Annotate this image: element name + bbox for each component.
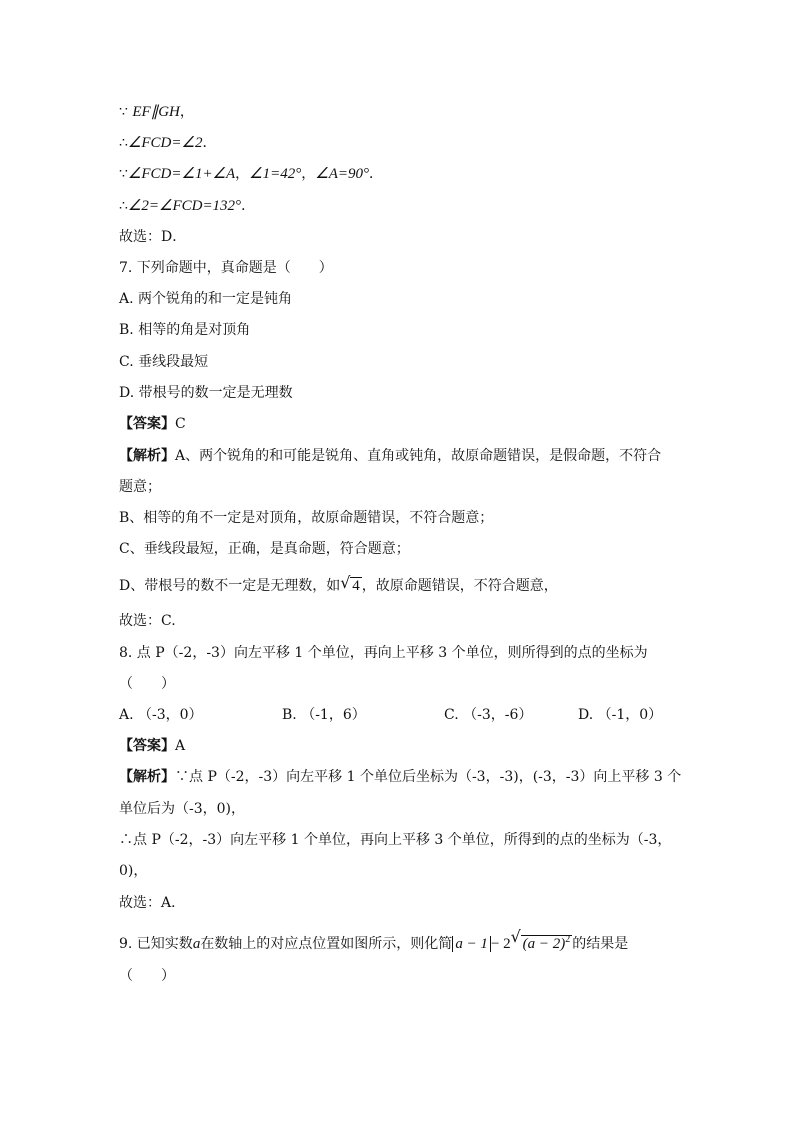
proof-line-3 xyxy=(119,164,383,184)
analysis-text: ，故原命题错误，不符合题意， xyxy=(361,578,558,594)
since-symbol: ∵ xyxy=(119,104,128,120)
q9-stem-line-2: （ ） xyxy=(119,968,175,984)
q8-option-c: C. （-3，-6） xyxy=(444,707,533,723)
punct: ， xyxy=(301,166,316,182)
radical-symbol: √ xyxy=(340,573,351,592)
angle-equality: ∠FCD=∠2 xyxy=(127,135,203,151)
q7-option-a: A. 两个锐角的和一定是钝角 xyxy=(119,291,293,307)
sqrt-expression xyxy=(510,927,573,954)
q9-text: 9. 已知实数 xyxy=(119,936,193,952)
analysis-text: A、两个锐角的和可能是锐角、直角或钝角，故原命题错误，是假命题，不符合 xyxy=(175,448,662,464)
q8-answer xyxy=(119,736,185,756)
q8-option-b: B. （-1，6） xyxy=(282,707,366,723)
proof-line-4 xyxy=(119,196,255,216)
proof-choice: 故选：D． xyxy=(119,229,187,245)
q8-analysis-line-3: ∴点 P（-2，-3）向左平移 1 个单位，再向上平移 3 个单位，所得到的点的坐标为（-3， xyxy=(119,832,672,848)
q7-analysis-line-2: 题意； xyxy=(119,479,161,495)
analysis-label: 【解析】 xyxy=(119,448,175,464)
q8-choice: 故选：A． xyxy=(119,895,186,911)
punct: ． xyxy=(368,166,383,182)
variable-a: a xyxy=(192,936,201,952)
analysis-label: 【解析】 xyxy=(119,769,175,785)
q9-stem-line-1 xyxy=(119,927,629,954)
therefore-symbol: ∴ xyxy=(119,135,128,151)
q8-analysis-line-1 xyxy=(119,767,681,787)
angle-1-value: ∠1=42° xyxy=(249,166,302,182)
q8-analysis-line-4: 0)， xyxy=(119,863,148,879)
angle-sum: ∠FCD=∠1+∠A xyxy=(127,166,236,182)
q8-option-a: A. （-3，0） xyxy=(119,707,203,723)
minus-two: − 2 xyxy=(490,936,511,952)
q7-option-c: C. 垂线段最短 xyxy=(119,354,209,370)
parallel-statement: EF∥GH xyxy=(132,104,180,120)
punct: ． xyxy=(241,198,256,214)
analysis-text: D、带根号的数不一定是无理数，如 xyxy=(119,578,341,594)
radical-symbol: √ xyxy=(510,927,521,946)
punct: ， xyxy=(235,166,250,182)
q9-text: 的结果是 xyxy=(572,936,629,952)
answer-label: 【答案】 xyxy=(119,738,175,754)
q8-options xyxy=(119,705,679,725)
q8-option-d: D. （-1，0） xyxy=(578,707,663,723)
answer-value: C xyxy=(175,416,186,432)
punct: ． xyxy=(202,135,217,151)
punct: ， xyxy=(179,104,194,120)
analysis-text: ∵点 P（-2，-3）向左平移 1 个单位后坐标为（-3，-3)，(-3，-3）向上平移 3 个 xyxy=(175,769,682,785)
q7-analysis-line-4: C、垂线段最短，正确，是真命题，符合题意； xyxy=(119,541,410,557)
q7-choice: 故选：C. xyxy=(119,613,176,629)
radicand: (a − 2) xyxy=(522,936,566,952)
q7-analysis-line-3: B、相等的角不一定是对顶角，故原命题错误，不符合题意； xyxy=(119,510,494,526)
q7-analysis-line-1 xyxy=(119,446,661,466)
answer-label: 【答案】 xyxy=(119,416,175,432)
absolute-value-expression: a − 1 xyxy=(452,936,491,952)
q8-stem-line-2: （ ） xyxy=(119,676,175,692)
therefore-symbol: ∴ xyxy=(119,198,128,214)
q8-stem-line-1: 8. 点 P（-2，-3）向左平移 1 个单位，再向上平移 3 个单位，则所得到的点的坐标为 xyxy=(119,645,648,661)
exponent: 2 xyxy=(565,934,571,945)
q8-analysis-line-2: 单位后为（-3，0)， xyxy=(119,801,246,817)
angle-result: ∠2=∠FCD=132° xyxy=(127,198,242,214)
proof-line-1 xyxy=(119,102,194,122)
angle-a-value: ∠A=90° xyxy=(315,166,369,182)
q7-stem: 7. 下列命题中，真命题是（ ） xyxy=(119,260,333,276)
answer-value: A xyxy=(175,738,186,754)
q7-analysis-line-5 xyxy=(119,573,558,596)
proof-line-2 xyxy=(119,133,216,153)
q7-answer xyxy=(119,414,186,434)
sqrt-expression xyxy=(340,573,362,596)
q7-option-b: B. 相等的角是对顶角 xyxy=(119,322,251,338)
q7-option-d: D. 带根号的数一定是无理数 xyxy=(119,385,293,401)
since-symbol: ∵ xyxy=(119,166,128,182)
radicand: 4 xyxy=(352,578,360,594)
q9-text: 在数轴上的对应点位置如图所示，则化简 xyxy=(200,936,453,952)
